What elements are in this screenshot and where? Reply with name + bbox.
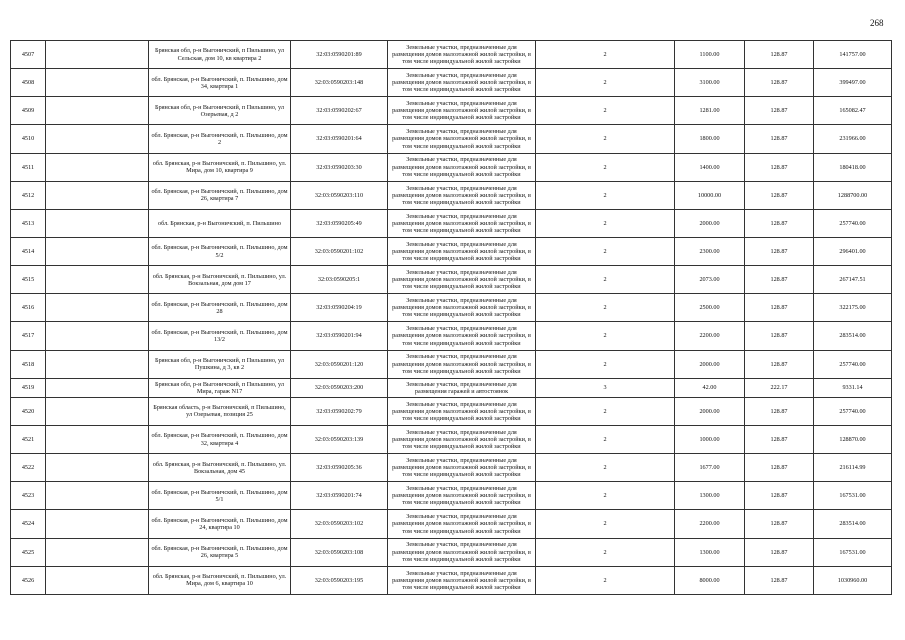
empty-cell [46, 41, 149, 69]
cadastral-value-cell: 322175.00 [814, 294, 892, 322]
area-cell: 10000.00 [675, 181, 745, 209]
cadastral-value-cell: 267147.51 [814, 266, 892, 294]
land-use-cell: Земельные участки, предназначенные для размещения домов малоэтажной жилой застройки, в том числе индивидуальной жилой застройки [388, 397, 536, 425]
land-use-cell: Земельные участки, предназначенные для размещения домов малоэтажной жилой застройки, в том числе индивидуальной жилой застройки [388, 538, 536, 566]
address-cell: обл. Брянская, р-н Выгоничский, п. Пильшино, дом 34, квартира 1 [149, 69, 291, 97]
area-cell: 1281.00 [675, 97, 745, 125]
cadastral-number-cell: 32:03:0590205:49 [291, 209, 388, 237]
empty-cell [46, 322, 149, 350]
row-number-cell: 4524 [11, 510, 46, 538]
land-use-cell: Земельные участки, предназначенные для размещения домов малоэтажной жилой застройки, в том числе индивидуальной жилой застройки [388, 125, 536, 153]
address-cell: обл. Брянская, р-н Выгоничский, п. Пильшино, дом 26, квартира 5 [149, 538, 291, 566]
group-cell: 2 [536, 209, 675, 237]
area-cell: 2500.00 [675, 294, 745, 322]
table-row [11, 209, 892, 237]
row-number-cell: 4516 [11, 294, 46, 322]
empty-cell [46, 510, 149, 538]
rate-cell: 128.87 [745, 510, 814, 538]
rate-cell: 128.87 [745, 294, 814, 322]
group-cell: 2 [536, 426, 675, 454]
rate-cell: 128.87 [745, 350, 814, 378]
land-use-cell: Земельные участки, предназначенные для размещения домов малоэтажной жилой застройки, в том числе индивидуальной жилой застройки [388, 510, 536, 538]
rate-cell: 222.17 [745, 378, 814, 397]
table-row [11, 538, 892, 566]
rate-cell: 128.87 [745, 538, 814, 566]
cadastral-value-table [10, 40, 892, 595]
area-cell: 2000.00 [675, 209, 745, 237]
table-row [11, 454, 892, 482]
cadastral-number-cell: 32:03:0590203:148 [291, 69, 388, 97]
table-row [11, 378, 892, 397]
land-use-cell: Земельные участки, предназначенные для размещения домов малоэтажной жилой застройки, в том числе индивидуальной жилой застройки [388, 181, 536, 209]
area-cell: 1000.00 [675, 426, 745, 454]
table-row [11, 266, 892, 294]
land-use-cell: Земельные участки, предназначенные для размещения гаражей и автостоянок [388, 378, 536, 397]
cadastral-value-cell: 296401.00 [814, 237, 892, 265]
cadastral-number-cell: 32:03:0590203:108 [291, 538, 388, 566]
row-number-cell: 4511 [11, 153, 46, 181]
group-cell: 2 [536, 350, 675, 378]
empty-cell [46, 209, 149, 237]
address-cell: Брянская обл, р-н Выгоничский, п Пильшино, ул Мира, гараж N17 [149, 378, 291, 397]
cadastral-value-cell: 283514.00 [814, 510, 892, 538]
row-number-cell: 4525 [11, 538, 46, 566]
land-use-cell: Земельные участки, предназначенные для размещения домов малоэтажной жилой застройки, в том числе индивидуальной жилой застройки [388, 322, 536, 350]
table-row [11, 153, 892, 181]
group-cell: 2 [536, 181, 675, 209]
cadastral-value-cell: 167531.00 [814, 482, 892, 510]
cadastral-number-cell: 32:03:0590203:110 [291, 181, 388, 209]
area-cell: 2300.00 [675, 237, 745, 265]
cadastral-number-cell: 32:03:0590202:67 [291, 97, 388, 125]
group-cell: 2 [536, 237, 675, 265]
land-use-cell: Земельные участки, предназначенные для размещения домов малоэтажной жилой застройки, в том числе индивидуальной жилой застройки [388, 237, 536, 265]
cadastral-value-cell: 216114.99 [814, 454, 892, 482]
rate-cell: 128.87 [745, 397, 814, 425]
empty-cell [46, 426, 149, 454]
area-cell: 2000.00 [675, 397, 745, 425]
group-cell: 2 [536, 454, 675, 482]
cadastral-number-cell: 32:03:0590203:102 [291, 510, 388, 538]
empty-cell [46, 482, 149, 510]
cadastral-number-cell: 32:03:0590201:89 [291, 41, 388, 69]
table-row [11, 69, 892, 97]
land-use-cell: Земельные участки, предназначенные для размещения домов малоэтажной жилой застройки, в том числе индивидуальной жилой застройки [388, 153, 536, 181]
land-use-cell: Земельные участки, предназначенные для размещения домов малоэтажной жилой застройки, в том числе индивидуальной жилой застройки [388, 454, 536, 482]
row-number-cell: 4508 [11, 69, 46, 97]
row-number-cell: 4518 [11, 350, 46, 378]
cadastral-value-cell: 1030960.00 [814, 566, 892, 594]
land-use-cell: Земельные участки, предназначенные для размещения домов малоэтажной жилой застройки, в том числе индивидуальной жилой застройки [388, 566, 536, 594]
group-cell: 2 [536, 125, 675, 153]
group-cell: 3 [536, 378, 675, 397]
cadastral-value-cell: 257740.00 [814, 350, 892, 378]
land-use-cell: Земельные участки, предназначенные для размещения домов малоэтажной жилой застройки, в том числе индивидуальной жилой застройки [388, 69, 536, 97]
empty-cell [46, 181, 149, 209]
empty-cell [46, 454, 149, 482]
rate-cell: 128.87 [745, 322, 814, 350]
address-cell: Брянская обл, р-н Выгоничский, п Пильшино, ул Сельская, дом 10, кв квартира 2 [149, 41, 291, 69]
land-use-cell: Земельные участки, предназначенные для размещения домов малоэтажной жилой застройки, в том числе индивидуальной жилой застройки [388, 41, 536, 69]
area-cell: 8000.00 [675, 566, 745, 594]
rate-cell: 128.87 [745, 237, 814, 265]
empty-cell [46, 153, 149, 181]
rate-cell: 128.87 [745, 181, 814, 209]
cadastral-number-cell: 32:03:0590203:30 [291, 153, 388, 181]
area-cell: 2073.00 [675, 266, 745, 294]
row-number-cell: 4507 [11, 41, 46, 69]
row-number-cell: 4522 [11, 454, 46, 482]
address-cell: обл. Брянская, р-н Выгоничский, п. Пильшино, ул. Мира, дом 6, квартира 10 [149, 566, 291, 594]
row-number-cell: 4519 [11, 378, 46, 397]
address-cell: Брянская обл, р-н Выгоничский, п Пильшино, ул Озерьевая, д 2 [149, 97, 291, 125]
cadastral-number-cell: 32:03:0590203:139 [291, 426, 388, 454]
cadastral-value-cell: 257740.00 [814, 209, 892, 237]
land-use-cell: Земельные участки, предназначенные для размещения домов малоэтажной жилой застройки, в том числе индивидуальной жилой застройки [388, 209, 536, 237]
rate-cell: 128.87 [745, 125, 814, 153]
empty-cell [46, 69, 149, 97]
rate-cell: 128.87 [745, 566, 814, 594]
table-row [11, 294, 892, 322]
rate-cell: 128.87 [745, 454, 814, 482]
row-number-cell: 4512 [11, 181, 46, 209]
address-cell: обл. Брянская, р-н Выгоничский, п. Пильшино, ул. Мира, дом 10, квартира 9 [149, 153, 291, 181]
table-row [11, 41, 892, 69]
rate-cell: 128.87 [745, 266, 814, 294]
address-cell: обл. Брянская, р-н Выгоничский, п. Пильшино, дом 32, квартира 4 [149, 426, 291, 454]
rate-cell: 128.87 [745, 41, 814, 69]
area-cell: 2000.00 [675, 350, 745, 378]
table-row [11, 566, 892, 594]
table-row [11, 322, 892, 350]
cadastral-number-cell: 32:03:0590201:74 [291, 482, 388, 510]
address-cell: Брянская область, р-н Выгоничский, п Пильшино, ул Озерьевая, позиция 25 [149, 397, 291, 425]
group-cell: 2 [536, 482, 675, 510]
empty-cell [46, 125, 149, 153]
row-number-cell: 4523 [11, 482, 46, 510]
land-use-cell: Земельные участки, предназначенные для размещения домов малоэтажной жилой застройки, в том числе индивидуальной жилой застройки [388, 266, 536, 294]
row-number-cell: 4521 [11, 426, 46, 454]
rate-cell: 128.87 [745, 153, 814, 181]
table-row [11, 510, 892, 538]
row-number-cell: 4515 [11, 266, 46, 294]
address-cell: обл. Брянская, р-н Выгоничский, п. Пильшино, дом 28 [149, 294, 291, 322]
group-cell: 2 [536, 566, 675, 594]
address-cell: обл. Брянская, р-н Выгоничский, п. Пильшино, дом 5/2 [149, 237, 291, 265]
address-cell: обл. Брянская, р-н Выгоничский, п. Пильшино, дом 24, квартира 10 [149, 510, 291, 538]
address-cell: Брянская обл, р-н Выгоничский, п Пильшино, ул Пушкина, д 3, кв 2 [149, 350, 291, 378]
cadastral-number-cell: 32:03:0590204:19 [291, 294, 388, 322]
group-cell: 2 [536, 266, 675, 294]
land-use-cell: Земельные участки, предназначенные для размещения домов малоэтажной жилой застройки, в том числе индивидуальной жилой застройки [388, 350, 536, 378]
land-use-cell: Земельные участки, предназначенные для размещения домов малоэтажной жилой застройки, в том числе индивидуальной жилой застройки [388, 97, 536, 125]
empty-cell [46, 378, 149, 397]
address-cell: обл. Брянская, р-н Выгоничский, п. Пильшино [149, 209, 291, 237]
table-row [11, 482, 892, 510]
cadastral-number-cell: 32:03:0590201:102 [291, 237, 388, 265]
cadastral-value-cell: 399497.00 [814, 69, 892, 97]
cadastral-number-cell: 32:03:0590203:195 [291, 566, 388, 594]
cadastral-number-cell: 32:03:0590201:120 [291, 350, 388, 378]
group-cell: 2 [536, 397, 675, 425]
empty-cell [46, 237, 149, 265]
cadastral-number-cell: 32:03:0590203:200 [291, 378, 388, 397]
empty-cell [46, 266, 149, 294]
rate-cell: 128.87 [745, 97, 814, 125]
table-row [11, 125, 892, 153]
row-number-cell: 4526 [11, 566, 46, 594]
cadastral-value-cell: 283514.00 [814, 322, 892, 350]
empty-cell [46, 566, 149, 594]
rate-cell: 128.87 [745, 209, 814, 237]
land-use-cell: Земельные участки, предназначенные для размещения домов малоэтажной жилой застройки, в том числе индивидуальной жилой застройки [388, 426, 536, 454]
rate-cell: 128.87 [745, 69, 814, 97]
group-cell: 2 [536, 41, 675, 69]
cadastral-value-cell: 167531.00 [814, 538, 892, 566]
group-cell: 2 [536, 69, 675, 97]
cadastral-number-cell: 32:03:0590205:36 [291, 454, 388, 482]
area-cell: 2200.00 [675, 322, 745, 350]
row-number-cell: 4517 [11, 322, 46, 350]
row-number-cell: 4514 [11, 237, 46, 265]
area-cell: 42.00 [675, 378, 745, 397]
row-number-cell: 4509 [11, 97, 46, 125]
cadastral-number-cell: 32:03:0590205:1 [291, 266, 388, 294]
area-cell: 2200.00 [675, 510, 745, 538]
area-cell: 1800.00 [675, 125, 745, 153]
cadastral-value-cell: 165082.47 [814, 97, 892, 125]
row-number-cell: 4513 [11, 209, 46, 237]
address-cell: обл. Брянская, р-н Выгоничский, п. Пильшино, дом 5/1 [149, 482, 291, 510]
cadastral-number-cell: 32:03:0590201:94 [291, 322, 388, 350]
page-number: 268 [870, 18, 884, 28]
rate-cell: 128.87 [745, 426, 814, 454]
cadastral-number-cell: 32:03:0590201:64 [291, 125, 388, 153]
address-cell: обл. Брянская, р-н Выгоничский, п. Пильшино, дом 2 [149, 125, 291, 153]
address-cell: обл. Брянская, р-н Выгоничский, п. Пильшино, ул. Вокзальная, дом 45 [149, 454, 291, 482]
address-cell: обл. Брянская, р-н Выгоничский, п. Пильшино, дом 26, квартира 7 [149, 181, 291, 209]
empty-cell [46, 294, 149, 322]
empty-cell [46, 538, 149, 566]
cadastral-value-cell: 180418.00 [814, 153, 892, 181]
cadastral-value-cell: 231966.00 [814, 125, 892, 153]
group-cell: 2 [536, 322, 675, 350]
group-cell: 2 [536, 153, 675, 181]
area-cell: 1300.00 [675, 538, 745, 566]
empty-cell [46, 397, 149, 425]
table-row [11, 181, 892, 209]
area-cell: 1300.00 [675, 482, 745, 510]
rate-cell: 128.87 [745, 482, 814, 510]
group-cell: 2 [536, 294, 675, 322]
group-cell: 2 [536, 510, 675, 538]
cadastral-value-cell: 257740.00 [814, 397, 892, 425]
area-cell: 1400.00 [675, 153, 745, 181]
row-number-cell: 4520 [11, 397, 46, 425]
area-cell: 3100.00 [675, 69, 745, 97]
table-row [11, 350, 892, 378]
table-row [11, 237, 892, 265]
address-cell: обл. Брянская, р-н Выгоничский, п. Пильшино, дом 13/2 [149, 322, 291, 350]
cadastral-value-cell: 9331.14 [814, 378, 892, 397]
cadastral-value-cell: 1288700.00 [814, 181, 892, 209]
land-use-cell: Земельные участки, предназначенные для размещения домов малоэтажной жилой застройки, в том числе индивидуальной жилой застройки [388, 482, 536, 510]
cadastral-number-cell: 32:03:0590202:79 [291, 397, 388, 425]
table-row [11, 426, 892, 454]
area-cell: 1100.00 [675, 41, 745, 69]
cadastral-value-cell: 141757.00 [814, 41, 892, 69]
cadastral-value-cell: 128870.00 [814, 426, 892, 454]
address-cell: обл. Брянская, р-н Выгоничский, п. Пильшино, ул. Вокзальная, дом дом 17 [149, 266, 291, 294]
group-cell: 2 [536, 538, 675, 566]
group-cell: 2 [536, 97, 675, 125]
table-row [11, 397, 892, 425]
table-row [11, 97, 892, 125]
row-number-cell: 4510 [11, 125, 46, 153]
land-use-cell: Земельные участки, предназначенные для размещения домов малоэтажной жилой застройки, в том числе индивидуальной жилой застройки [388, 294, 536, 322]
empty-cell [46, 350, 149, 378]
area-cell: 1677.00 [675, 454, 745, 482]
empty-cell [46, 97, 149, 125]
